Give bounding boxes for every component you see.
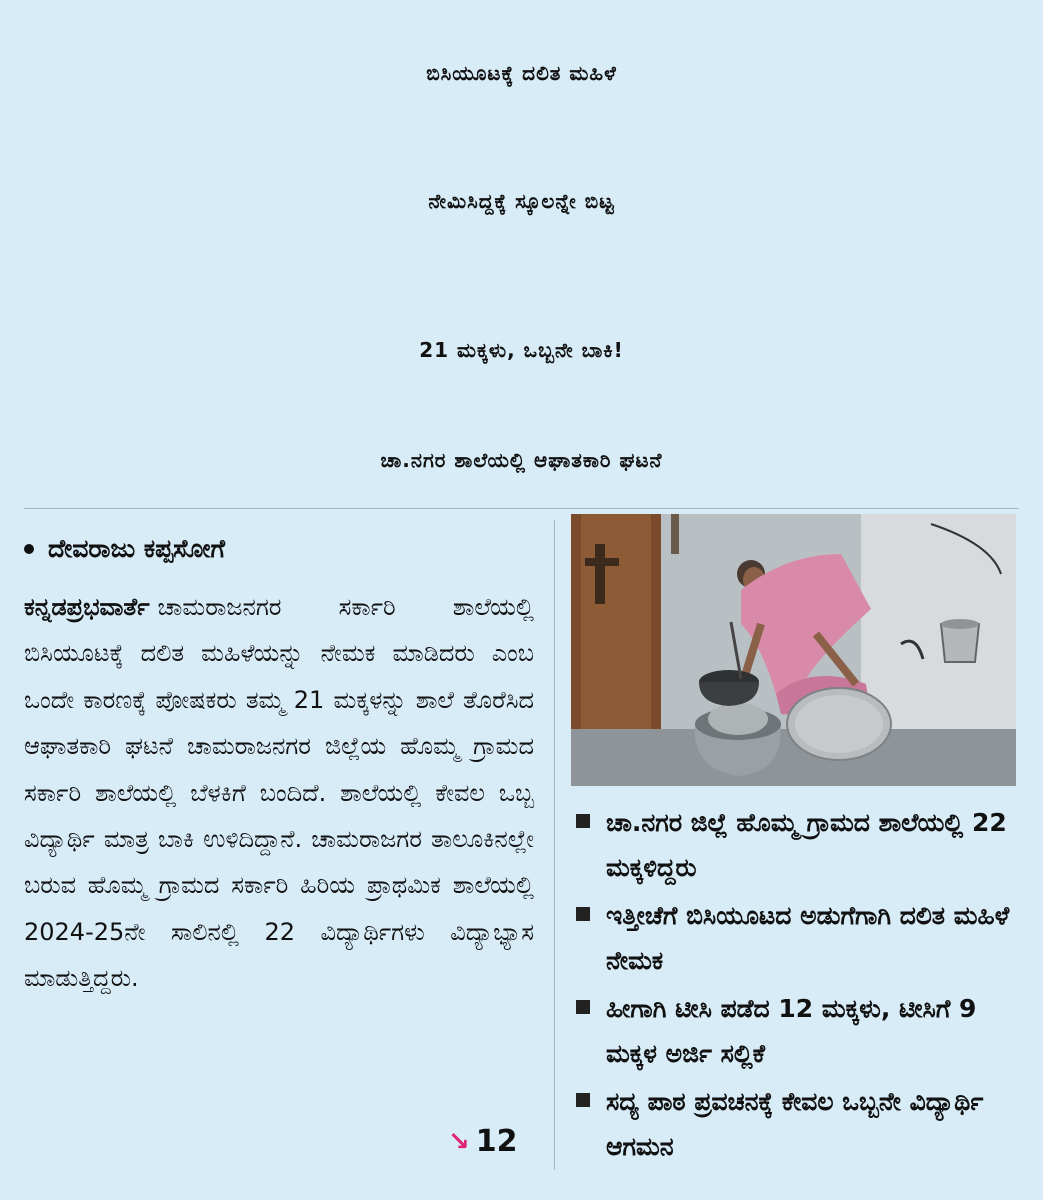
subheadline: ಚಾ.ನಗರ ಶಾಲೆಯಲ್ಲಿ ಆಘಾತಕಾರಿ ಘಟನೆ [380, 448, 663, 472]
headline-line-2: ನೇಮಿಸಿದ್ದಕ್ಕೆ ಸ್ಕೂಲನ್ನೇ ಬಿಟ್ಟ [428, 189, 615, 213]
highlight-item [572, 800, 1022, 890]
news-photo [571, 514, 1016, 786]
highlight-text: ಸದ್ಯ ಪಾಠ ಪ್ರವಚನಕ್ಕೆ ಕೇವಲ ಒಬ್ಬನೇ ವಿದ್ಯಾರ್ಥಿ ಆಗಮನ [606, 1087, 984, 1161]
story-body [24, 584, 534, 1002]
highlight-text: ಇತ್ತೀಚೆಗೆ ಬಿಸಿಯೂಟದ ಅಡುಗೆಗಾಗಿ ದಲಿತ ಮಹಿಳೆ ನೇಮಕ [606, 901, 1010, 975]
continued-page-number: 12 [475, 1124, 518, 1159]
highlight-text: ಚಾ.ನಗರ ಜಿಲ್ಲೆ ಹೊಮ್ಮ ಗ್ರಾಮದ ಶಾಲೆಯಲ್ಲಿ 22 ಮಕ್ಕಳಿದ್ದರು [606, 808, 1007, 882]
headline-line-1: ಬಿಸಿಯೂಟಕ್ಕೆ ದಲಿತ ಮಹಿಳೆ [426, 61, 617, 85]
story-outlet: ಕನ್ನಡಪ್ರಭವಾರ್ತೆ [24, 593, 150, 621]
highlight-item [572, 893, 1022, 983]
byline [24, 534, 225, 564]
bullet-dot-icon [24, 544, 34, 554]
headline-line-3: 21 ಮಕ್ಕಳು, ಒಬ್ಬನೇ ಬಾಕಿ! [419, 338, 624, 362]
section-divider [24, 508, 1019, 509]
square-bullet-icon [576, 1093, 590, 1107]
story-text: ಚಾಮರಾಜನಗರ ಸರ್ಕಾರಿ ಶಾಲೆಯಲ್ಲಿ ಬಿಸಿಯೂಟಕ್ಕೆ ದಲಿತ ಮಹಿಳೆಯನ್ನು ನೇಮಕ ಮಾಡಿದರು ಎಂಬ ಒಂದೇ ಕಾರಣಕ್ಕೆ ಪೋಷಕರು ತಮ್ಮ 21 ಮಕ್ಕಳನ್ನು ಶಾಲೆ ತೊರೆಸಿದ ಆಘಾತಕಾರಿ ಘಟನೆ ಚಾಮರಾಜನಗರ ಜಿಲ್ಲೆಯ ಹೊಮ್ಮ ಗ್ರಾಮದ ಸರ್ಕಾರಿ ಶಾಲೆಯಲ್ಲಿ ಬೆಳಕಿಗೆ ಬಂದಿದೆ. ಶಾಲೆಯಲ್ಲಿ ಕೇವಲ ಒಬ್ಬ ವಿದ್ಯಾರ್ಥಿ ಮಾತ್ರ ಬಾಕಿ ಉಳಿದಿದ್ದಾನೆ. ಚಾಮರಾಜಗರ ತಾಲೂಕಿನಲ್ಲೇ ಬರುವ ಹೊಮ್ಮ ಗ್ರಾಮದ ಸರ್ಕಾರಿ ಹಿರಿಯ ಪ್ರಾಥಮಿಕ ಶಾಲೆಯಲ್ಲಿ 2024-25ನೇ ಸಾಲಿನಲ್ಲಿ 22 ವಿದ್ಯಾರ್ಥಿಗಳು ವಿದ್ಯಾಭ್ಯಾಸ ಮಾಡುತ್ತಿದ್ದರು. [24, 593, 534, 993]
highlights-list [572, 800, 1022, 1172]
square-bullet-icon [576, 907, 590, 921]
column-divider [554, 520, 555, 1170]
square-bullet-icon [576, 1000, 590, 1014]
continued-on-page[interactable] [448, 1124, 518, 1159]
square-bullet-icon [576, 814, 590, 828]
highlight-item [572, 1079, 1022, 1169]
highlight-item [572, 986, 1022, 1076]
highlight-text: ಹೀಗಾಗಿ ಟೀಸಿ ಪಡೆದ 12 ಮಕ್ಕಳು, ಟೀಸಿಗೆ 9 ಮಕ್ಕಳ ಅರ್ಜಿ ಸಲ್ಲಿಕೆ [606, 994, 977, 1068]
kitchen-scene-illustration [571, 514, 1016, 786]
arrow-down-right-icon: ↘ [448, 1126, 470, 1157]
byline-author: ದೇವರಾಜು ಕಪ್ಪಸೋಗೆ [48, 534, 226, 563]
